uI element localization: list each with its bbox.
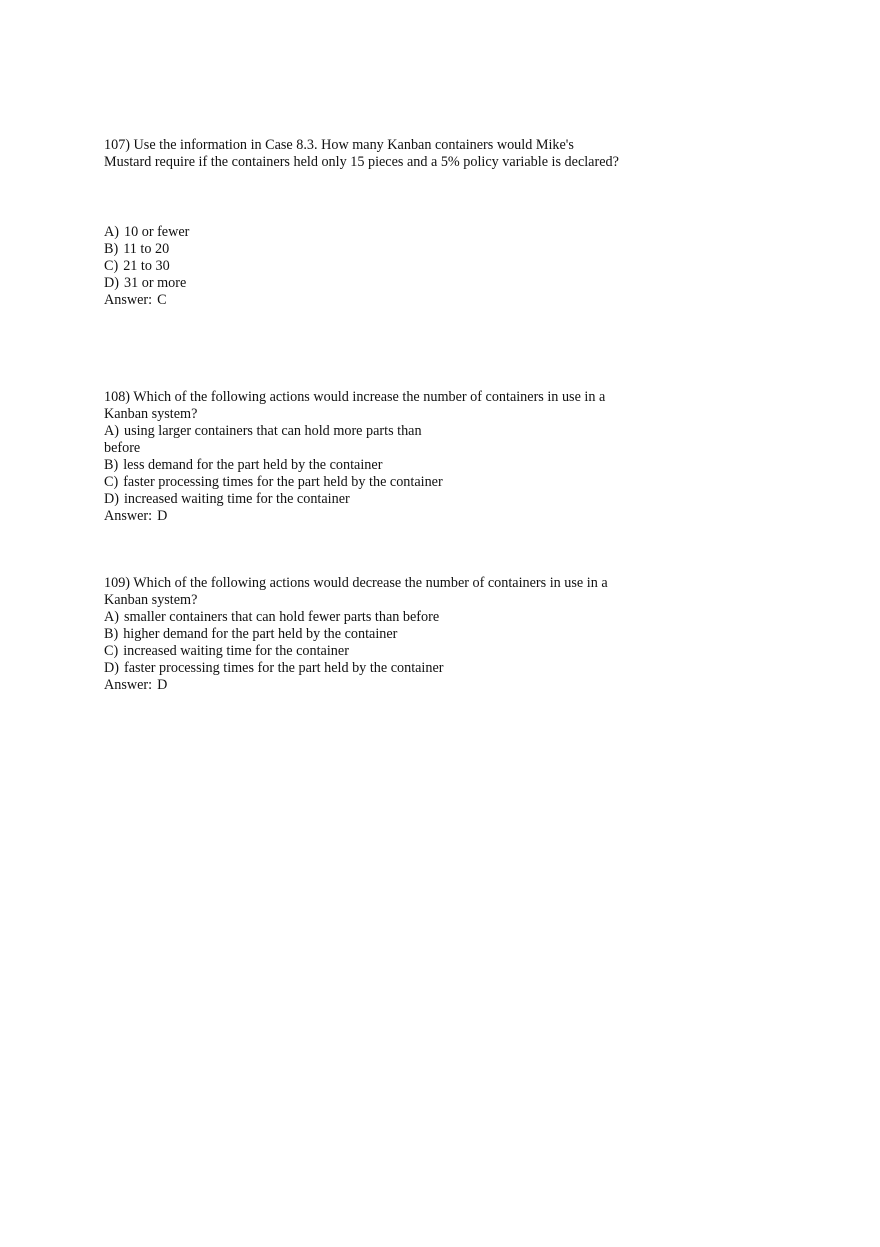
question-stem-line: 108) Which of the following actions would increase the number of containers in use in a <box>104 389 606 405</box>
choice-list <box>104 423 664 525</box>
choice-text: 21 to 30 <box>123 258 170 274</box>
choice-list <box>104 609 664 694</box>
choice-text: faster processing times for the part held by the container <box>123 660 444 676</box>
answer-value: D <box>157 677 168 693</box>
answer-label: Answer: <box>104 292 153 308</box>
choice-letter: D) <box>104 491 119 507</box>
question-stem-line: 107) Use the information in Case 8.3. How many Kanban containers would Mike's <box>104 137 574 153</box>
choice-b <box>104 626 664 643</box>
answer-line <box>104 508 664 525</box>
choice-d <box>104 491 664 508</box>
choice-letter: A) <box>104 423 119 439</box>
question-stem-line: Mustard require if the containers held only 15 pieces and a 5% policy variable is declared? <box>104 154 619 170</box>
choice-a <box>104 224 664 241</box>
question-107 <box>104 137 664 309</box>
choice-letter: B) <box>104 626 119 642</box>
choice-letter: D) <box>104 660 119 676</box>
choice-text: 10 or fewer <box>123 224 190 240</box>
choice-text: increased waiting time for the container <box>123 643 349 659</box>
question-stem-line: 109) Which of the following actions would decrease the number of containers in use in a <box>104 575 608 591</box>
choice-b <box>104 457 664 474</box>
answer-line <box>104 292 664 309</box>
choice-letter: C) <box>104 643 119 659</box>
choice-d <box>104 275 664 292</box>
choice-c <box>104 643 664 660</box>
choice-letter: A) <box>104 609 119 625</box>
choice-text: faster processing times for the part held by the container <box>123 474 443 490</box>
choice-text: using larger containers that can hold more parts than <box>123 423 422 439</box>
choice-continuation: before <box>104 440 141 456</box>
choice-list <box>104 224 664 309</box>
choice-text: higher demand for the part held by the container <box>123 626 398 642</box>
choice-c <box>104 474 664 491</box>
choice-letter: A) <box>104 224 119 240</box>
choice-a <box>104 423 664 440</box>
choice-b <box>104 241 664 258</box>
question-stem-line: Kanban system? <box>104 592 198 608</box>
choice-c <box>104 258 664 275</box>
answer-value: D <box>157 508 168 524</box>
choice-letter: D) <box>104 275 119 291</box>
choice-letter: B) <box>104 457 119 473</box>
question-108 <box>104 389 664 525</box>
answer-line <box>104 677 664 694</box>
choice-letter: C) <box>104 474 119 490</box>
choice-text: increased waiting time for the container <box>123 491 350 507</box>
question-stem-line: Kanban system? <box>104 406 198 422</box>
question-109 <box>104 575 664 694</box>
choice-text: smaller containers that can hold fewer parts than before <box>123 609 440 625</box>
choice-letter: C) <box>104 258 119 274</box>
choice-text: 31 or more <box>123 275 187 291</box>
choice-text: less demand for the part held by the container <box>123 457 383 473</box>
answer-value: C <box>157 292 167 308</box>
choice-text: 11 to 20 <box>123 241 170 257</box>
answer-label: Answer: <box>104 677 153 693</box>
choice-letter: B) <box>104 241 119 257</box>
choice-a <box>104 609 664 626</box>
choice-d <box>104 660 664 677</box>
answer-label: Answer: <box>104 508 153 524</box>
